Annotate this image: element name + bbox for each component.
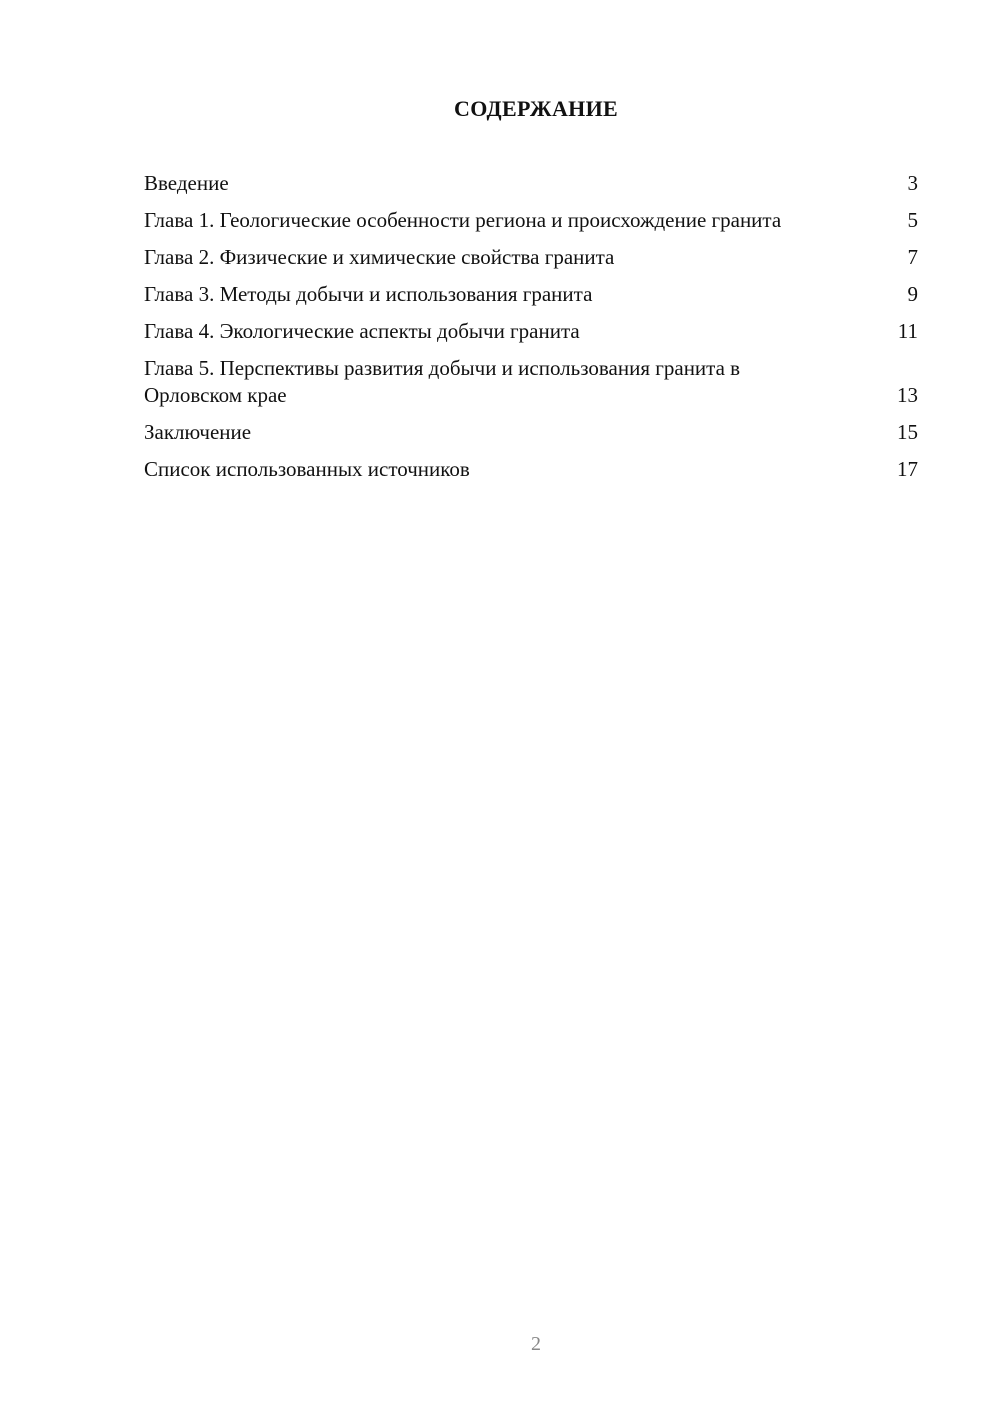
table-of-contents [144, 170, 918, 493]
toc-entry-page: 17 [897, 457, 918, 481]
toc-entry-text: Глава 1. Геологические особенности региона и происхождение гранита [144, 208, 782, 232]
toc-entry-text: Глава 5. Перспективы развития добычи и использования гранита в Орловском крае [144, 356, 741, 407]
toc-entry-page: 13 [897, 383, 918, 407]
toc-entry-page: 9 [907, 282, 918, 306]
toc-entry-page: 3 [907, 171, 918, 195]
toc-entry-chapter-5[interactable] [144, 355, 918, 409]
toc-entry-page: 7 [907, 245, 918, 269]
toc-entry-text: Глава 2. Физические и химические свойства гранита [144, 245, 615, 269]
toc-entry-chapter-2[interactable] [144, 244, 918, 271]
page-title: СОДЕРЖАНИЕ [454, 96, 618, 121]
toc-entry-text: Список использованных источников [144, 457, 470, 481]
toc-entry-references[interactable] [144, 456, 918, 483]
toc-entry-text: Заключение [144, 420, 252, 444]
toc-entry-conclusion[interactable] [144, 419, 918, 446]
toc-entry-text: Глава 4. Экологические аспекты добычи гранита [144, 319, 580, 343]
page-number: 2 [531, 1333, 541, 1355]
toc-entry-chapter-3[interactable] [144, 281, 918, 308]
toc-entry-chapter-1[interactable] [144, 207, 918, 234]
toc-entry-chapter-4[interactable] [144, 318, 918, 345]
toc-entry-introduction[interactable] [144, 170, 918, 197]
toc-entry-text: Глава 3. Методы добычи и использования гранита [144, 282, 593, 306]
toc-entry-page: 11 [897, 319, 918, 343]
toc-entry-page: 15 [897, 420, 918, 444]
toc-entry-page: 5 [907, 208, 918, 232]
toc-entry-text: Введение [144, 171, 229, 195]
